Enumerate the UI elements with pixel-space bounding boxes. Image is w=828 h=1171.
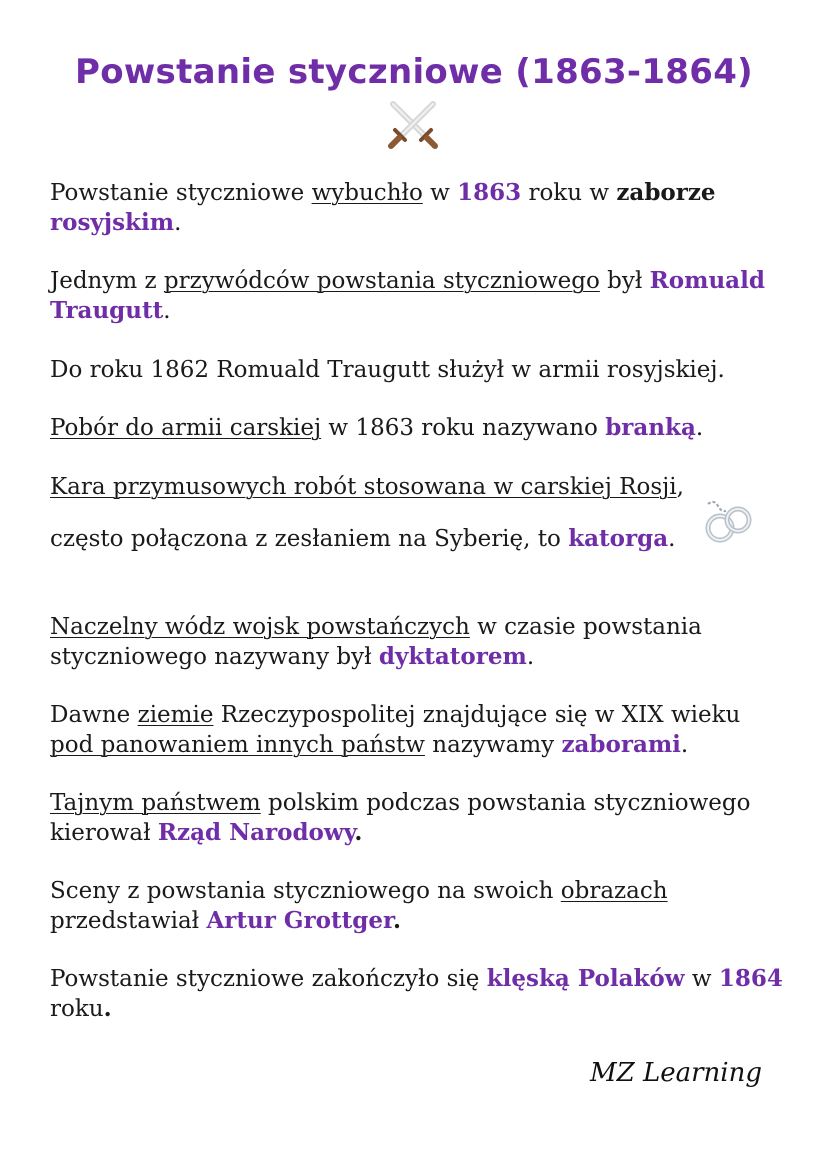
fact-traugutt-army: Do roku 1862 Romuald Traugutt służył w armii rosyjskiej. (50, 357, 725, 383)
fact-katorga: często połączona z zesłaniem na Syberię, to katorga. (50, 525, 676, 552)
fact-defeat: Powstanie styczniowe zakończyło się klęską Polaków w 1864 roku. (50, 965, 783, 1022)
handcuffs-icon (698, 498, 754, 548)
fact-partitions: Dawne ziemie Rzeczypospolitej znajdujące się w XIX wieku pod panowaniem innych państw nazywamy zaborami. (50, 702, 741, 758)
fact-katorga-definition: Kara przymusowych robót stosowana w carskiej Rosji, (50, 474, 684, 500)
signature: MZ Learning (590, 1058, 762, 1088)
crossed-swords-icon (383, 96, 443, 152)
fact-outbreak: Powstanie styczniowe wybuchło w 1863 roku w zaborze rosyjskim. (50, 179, 716, 236)
fact-national-government: Tajnym państwem polskim podczas powstania styczniowego kierował Rząd Narodowy. (50, 790, 751, 846)
fact-dictator: Naczelny wódz wojsk powstańczych w czasie powstania styczniowego nazywany był dyktatorem. (50, 614, 702, 670)
fact-leader: Jednym z przywódców powstania styczniowego był Romuald Traugutt. (50, 267, 765, 324)
page-title: Powstanie styczniowe (1863-1864) (74, 52, 754, 92)
fact-grottger: Sceny z powstania styczniowego na swoich obrazach przedstawiał Artur Grottger. (50, 878, 668, 934)
fact-branka: Pobór do armii carskiej w 1863 roku nazywano branką. (50, 414, 704, 441)
